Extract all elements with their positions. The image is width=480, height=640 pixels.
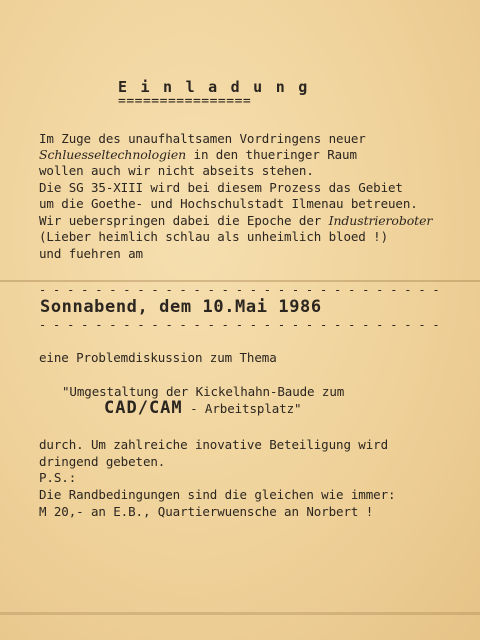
intro-line-7: (Lieber heimlich schlau als unheimlich bloed !) <box>39 229 389 244</box>
intro-line-8: und fuehren am <box>39 246 143 261</box>
dashed-rule-bottom: - - - - - - - - - - - - - - - - - - - - - - - - - - - - - <box>39 318 440 332</box>
italic-term: Schluesseltechnologien <box>39 147 187 162</box>
quote-line-2-rest: - Arbeitsplatz" <box>182 401 302 416</box>
cad-cam-label: CAD/CAM <box>104 398 183 418</box>
dashed-rule-top: - - - - - - - - - - - - - - - - - - - - - - - - - - - - - <box>39 283 440 297</box>
intro-line-2 <box>39 147 357 162</box>
title-underline: ================ <box>118 94 252 109</box>
intro-line-2-rest: in den thueringer Raum <box>186 147 357 162</box>
intro-line-1: Im Zuge des unaufhaltsamen Vordringens neuer <box>39 131 366 146</box>
closing-line-3: Die Randbedingungen sind die gleichen wie immer: <box>39 487 396 502</box>
event-date: Sonnabend, dem 10.Mai 1986 <box>40 297 322 317</box>
intro-line-4: Die SG 35-XIII wird bei diesem Prozess das Gebiet <box>39 180 403 195</box>
paper-fold <box>0 612 480 615</box>
quote-line-1: "Umgestaltung der Kickelhahn-Baude zum <box>62 384 345 399</box>
quote-line-2 <box>104 398 301 419</box>
intro-line-5: um die Goethe- und Hochschulstadt Ilmenau betreuen. <box>39 196 418 211</box>
paper-fold <box>0 280 480 282</box>
closing-line-4: M 20,- an E.B., Quartierwuensche an Norbert ! <box>39 504 374 519</box>
closing-line-2: dringend gebeten. <box>39 454 166 469</box>
invitation-title: Einladung <box>118 78 321 96</box>
intro-line-6 <box>39 213 432 228</box>
ps-label: P.S.: <box>39 470 77 485</box>
intro-line-3: wollen auch wir nicht abseits stehen. <box>39 163 314 178</box>
closing-line-1: durch. Um zahlreiche inovative Beteiligung wird <box>39 437 389 452</box>
topic-intro: eine Problemdiskussion zum Thema <box>39 350 277 365</box>
intro-line-6-start: Wir ueberspringen dabei die Epoche der <box>39 213 329 228</box>
italic-term: Industrieroboter <box>328 213 433 228</box>
